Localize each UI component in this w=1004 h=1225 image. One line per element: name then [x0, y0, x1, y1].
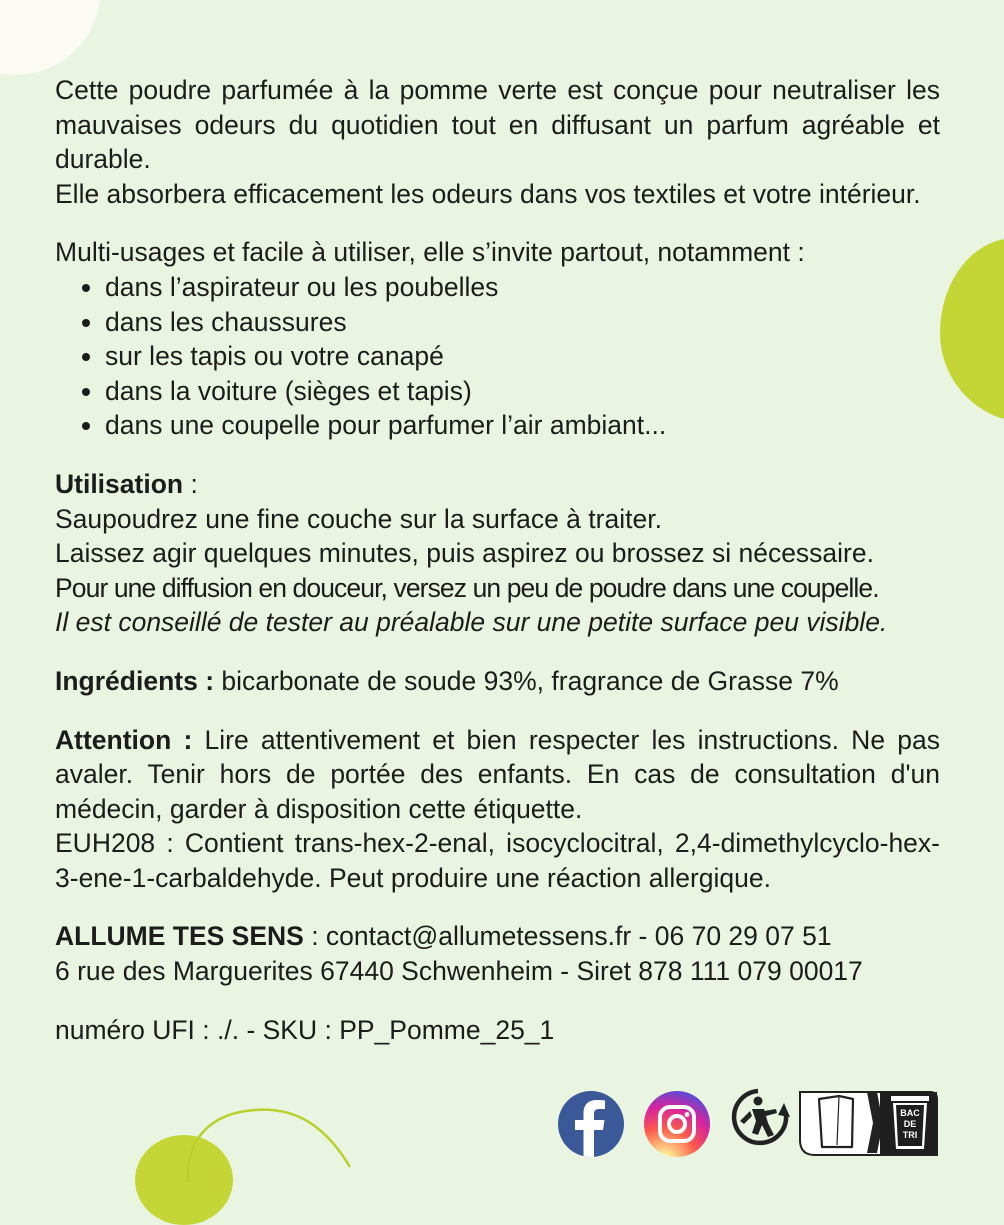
list-item: • sur les tapis ou votre canapé	[105, 339, 940, 374]
triman-icon	[728, 1085, 792, 1149]
list-item: • dans l’aspirateur ou les poubelles	[105, 270, 940, 305]
bin-label-1: BAC	[900, 1108, 920, 1118]
bin-label-3: TRI	[902, 1130, 918, 1140]
euh-statement: EUH208 : Contient trans-hex-2-enal, isocyclocitral, 2,4-dimethylcyclo-hex-3-ene-1-carbaldehyde. Peut produire une réaction allergique.	[55, 828, 940, 893]
company-address: 6 rue des Marguerites 67440 Schwenheim - Siret 878 111 079 00017	[55, 956, 863, 987]
company-contact	[55, 919, 940, 954]
usage-heading	[55, 467, 940, 502]
ingredients-text: bicarbonate de soude 93%, fragrance de Grasse 7%	[214, 665, 839, 696]
facebook-icon[interactable]	[558, 1091, 624, 1157]
decorative-blob-top-left	[0, 0, 100, 75]
company-name: ALLUME TES SENS	[55, 921, 304, 952]
list-item: • dans les chaussures	[105, 305, 940, 340]
label-text	[55, 73, 940, 1047]
usage-line-3: Pour une diffusion en douceur, versez un peu de poudre dans une coupelle.	[55, 572, 879, 603]
usage-sep: :	[183, 468, 198, 499]
usage-line-2: Laissez agir quelques minutes, puis aspirez ou brossez si nécessaire.	[55, 538, 874, 569]
attention-text: Lire attentivement et bien respecter les instructions. Ne pas avaler. Tenir hors de portée des enfants. En cas de consultation d'un médecin, garder à disposition cette étiquette.	[55, 724, 940, 824]
uses-list	[55, 270, 940, 443]
ingredients-label: Ingrédients :	[55, 665, 215, 696]
intro-paragraph-2: Elle absorbera efficacement les odeurs dans vos textiles et votre intérieur.	[55, 178, 921, 209]
bin-label-2: DE	[903, 1119, 917, 1129]
attention-label: Attention :	[55, 724, 193, 755]
ufi-sku: numéro UFI : ./. - SKU : PP_Pomme_25_1	[55, 1014, 555, 1045]
usage-label: Utilisation	[55, 468, 184, 499]
instagram-icon[interactable]	[644, 1091, 710, 1157]
list-item: • dans une coupelle pour parfumer l’air ambiant...	[105, 408, 940, 443]
uses-lead: Multi-usages et facile à utiliser, elle s’invite partout, notamment :	[55, 237, 805, 268]
ingredients	[55, 664, 940, 699]
contact-info: : contact@allumetessens.fr - 06 70 29 07 51	[303, 921, 832, 952]
attention	[55, 723, 940, 827]
leaf-stem-line	[180, 1105, 380, 1185]
list-item: • dans la voiture (sièges et tapis)	[105, 374, 940, 409]
decorative-blob-right	[940, 238, 1004, 423]
usage-note: Il est conseillé de tester au préalable sur une petite surface peu visible.	[55, 607, 888, 638]
intro-paragraph-1: Cette poudre parfumée à la pomme verte est conçue pour neutraliser les mauvaises odeurs du quotidien tout en diffusant un parfum agréable et durable.	[55, 75, 940, 175]
info-tri-logo	[797, 1087, 940, 1158]
usage-line-1: Saupoudrez une fine couche sur la surface à traiter.	[55, 503, 662, 534]
